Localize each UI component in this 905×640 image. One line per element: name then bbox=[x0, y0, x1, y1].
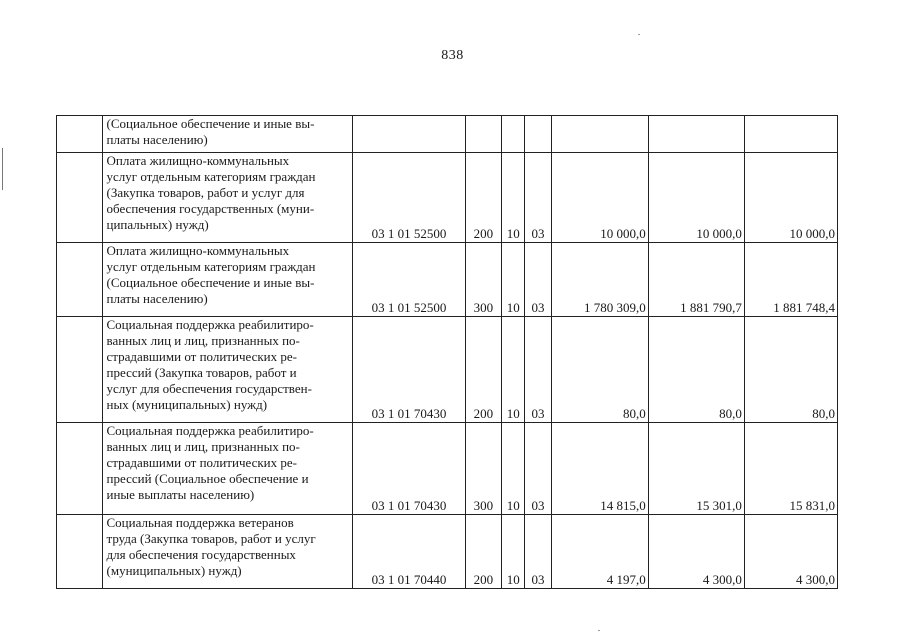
scan-margin-mark bbox=[2, 148, 3, 190]
amount-year-1: 14 815,0 bbox=[551, 423, 648, 515]
expense-description: Оплата жилищно-коммунальных услуг отдельным категориям граждан (Социальное обеспечение и иные вы- платы населению) bbox=[102, 243, 353, 317]
table-row bbox=[57, 243, 838, 317]
row-index-cell bbox=[57, 153, 103, 243]
amount-year-3: 4 300,0 bbox=[744, 515, 837, 589]
row-index-cell bbox=[57, 243, 103, 317]
table-row bbox=[57, 515, 838, 589]
amount-year-1: 10 000,0 bbox=[551, 153, 648, 243]
expense-type-code: 300 bbox=[465, 243, 501, 317]
amount-year-2: 4 300,0 bbox=[648, 515, 744, 589]
amount-year-1: 1 780 309,0 bbox=[551, 243, 648, 317]
expense-description: (Социальное обеспечение и иные вы- платы населению) bbox=[102, 116, 353, 153]
expense-type-code: 300 bbox=[465, 423, 501, 515]
amount-year-2: 10 000,0 bbox=[648, 153, 744, 243]
amount-year-3: 1 881 748,4 bbox=[744, 243, 837, 317]
expense-type-code: 200 bbox=[465, 153, 501, 243]
target-article-code: 03 1 01 70440 bbox=[353, 515, 465, 589]
amount-year-1: 80,0 bbox=[551, 317, 648, 423]
amount-year-3 bbox=[744, 116, 837, 153]
row-index-cell bbox=[57, 423, 103, 515]
budget-table bbox=[56, 115, 838, 589]
amount-year-1 bbox=[551, 116, 648, 153]
target-article-code: 03 1 01 70430 bbox=[353, 317, 465, 423]
row-index-cell bbox=[57, 317, 103, 423]
section-code: 10 bbox=[502, 515, 525, 589]
section-code: 10 bbox=[502, 243, 525, 317]
amount-year-2: 15 301,0 bbox=[648, 423, 744, 515]
section-code: 10 bbox=[502, 423, 525, 515]
page-number: 838 bbox=[441, 48, 464, 63]
amount-year-1: 4 197,0 bbox=[551, 515, 648, 589]
expense-type-code bbox=[465, 116, 501, 153]
section-code: 10 bbox=[502, 153, 525, 243]
expense-description: Социальная поддержка реабилитиро- ванных лиц и лиц, признанных по- страдавшими от политических ре- прессий (Закупка товаров, работ и услуг для обеспечения государствен- ных (муниципальных) нужд) bbox=[102, 317, 353, 423]
table-row bbox=[57, 116, 838, 153]
section-code: 10 bbox=[502, 317, 525, 423]
table-row bbox=[57, 423, 838, 515]
target-article-code: 03 1 01 52500 bbox=[353, 153, 465, 243]
target-article-code: 03 1 01 52500 bbox=[353, 243, 465, 317]
amount-year-2 bbox=[648, 116, 744, 153]
amount-year-3: 10 000,0 bbox=[744, 153, 837, 243]
subsection-code: 03 bbox=[525, 317, 551, 423]
expense-type-code: 200 bbox=[465, 515, 501, 589]
table-row bbox=[57, 317, 838, 423]
expense-description: Социальная поддержка реабилитиро- ванных лиц и лиц, признанных по- страдавшими от политических ре- прессий (Социальное обеспечение и иные выплаты населению) bbox=[102, 423, 353, 515]
expense-type-code: 200 bbox=[465, 317, 501, 423]
section-code bbox=[502, 116, 525, 153]
amount-year-3: 15 831,0 bbox=[744, 423, 837, 515]
row-index-cell bbox=[57, 515, 103, 589]
amount-year-3: 80,0 bbox=[744, 317, 837, 423]
scan-speck bbox=[598, 630, 600, 631]
target-article-code: 03 1 01 70430 bbox=[353, 423, 465, 515]
subsection-code: 03 bbox=[525, 423, 551, 515]
subsection-code: 03 bbox=[525, 243, 551, 317]
expense-description: Оплата жилищно-коммунальных услуг отдельным категориям граждан (Закупка товаров, работ и услуг для обеспечения государственных (муни- ципальных) нужд) bbox=[102, 153, 353, 243]
row-index-cell bbox=[57, 116, 103, 153]
scan-speck bbox=[638, 34, 640, 35]
amount-year-2: 80,0 bbox=[648, 317, 744, 423]
subsection-code: 03 bbox=[525, 153, 551, 243]
subsection-code bbox=[525, 116, 551, 153]
expense-description: Социальная поддержка ветеранов труда (Закупка товаров, работ и услуг для обеспечения государственных (муниципальных) нужд) bbox=[102, 515, 353, 589]
subsection-code: 03 bbox=[525, 515, 551, 589]
target-article-code bbox=[353, 116, 465, 153]
amount-year-2: 1 881 790,7 bbox=[648, 243, 744, 317]
table-row bbox=[57, 153, 838, 243]
